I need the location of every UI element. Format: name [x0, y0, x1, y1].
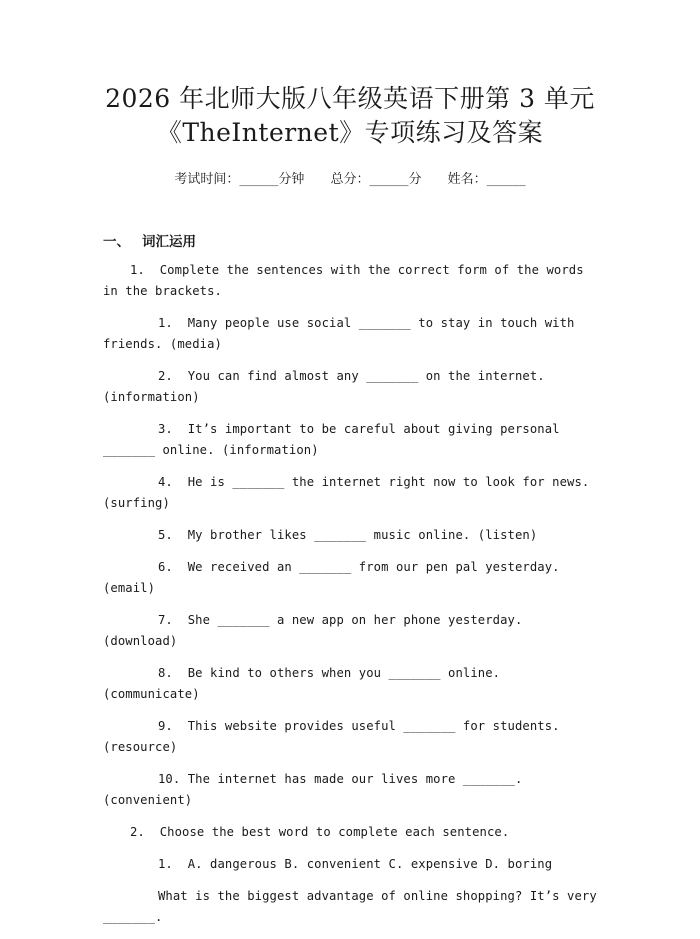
- section-heading: [103, 230, 196, 250]
- exam-meta: [0, 168, 700, 187]
- task-2-instruction: [103, 822, 603, 843]
- exam-time-field: 考试时间：______分钟: [174, 172, 305, 187]
- item-text: My brother likes _______ music online. (listen): [187, 528, 538, 542]
- item-number: 10.: [158, 772, 181, 786]
- task-number: 2.: [130, 825, 145, 839]
- list-item: [103, 472, 603, 514]
- task-instruction-text: Choose the best word to complete each sentence.: [159, 825, 510, 839]
- item-number: 7.: [158, 613, 173, 627]
- item-text: She _______ a new app on her phone yesterday. (download): [103, 613, 530, 648]
- list-item: [103, 366, 603, 408]
- item-number: 4.: [158, 475, 173, 489]
- choice-options: [103, 854, 603, 875]
- list-item: [103, 769, 603, 811]
- item-text: This website provides useful _______ for students. (resource): [103, 719, 568, 754]
- list-item: [103, 663, 603, 705]
- options-text: A. dangerous B. convenient C. expensive D. boring: [187, 857, 553, 871]
- item-number: 2.: [158, 369, 173, 383]
- item-text: You can find almost any _______ on the internet. (information): [103, 369, 553, 404]
- list-item: [103, 610, 603, 652]
- page-title-line-1: 2026 年北师大版八年级英语下册第 3 单元: [105, 84, 595, 113]
- list-item: [103, 313, 603, 355]
- item-number: 6.: [158, 560, 173, 574]
- item-number: 9.: [158, 719, 173, 733]
- item-number: 1.: [158, 857, 173, 871]
- item-text: The internet has made our lives more _______. (convenient): [103, 772, 530, 807]
- item-number: 5.: [158, 528, 173, 542]
- section-title: 词汇运用: [142, 234, 196, 250]
- exercise-content: [103, 260, 603, 939]
- name-field: 姓名：______: [447, 172, 526, 187]
- task-number: 1.: [130, 263, 145, 277]
- item-number: 1.: [158, 316, 173, 330]
- list-item: [103, 525, 603, 546]
- item-text: Be kind to others when you _______ online. (communicate): [103, 666, 508, 701]
- item-text: He is _______ the internet right now to look for news. (surfing): [103, 475, 597, 510]
- list-item: [103, 557, 603, 599]
- choice-question: What is the biggest advantage of online shopping? It’s very _______.: [103, 889, 605, 924]
- item-text: It’s important to be careful about giving personal _______ online. (information): [103, 422, 568, 457]
- total-score-field: 总分：______分: [330, 172, 422, 187]
- item-number: 8.: [158, 666, 173, 680]
- item-text: Many people use social _______ to stay in touch with friends. (media): [103, 316, 582, 351]
- list-item: [103, 716, 603, 758]
- item-number: 3.: [158, 422, 173, 436]
- section-number: 一、: [103, 234, 130, 250]
- list-item: [103, 419, 603, 461]
- page-title-line-2: 《TheInternet》专项练习及答案: [156, 118, 544, 147]
- task-instruction-text: Complete the sentences with the correct form of the words in the brackets.: [103, 263, 592, 298]
- task-1-instruction: [103, 260, 603, 302]
- item-text: We received an _______ from our pen pal yesterday. (email): [103, 560, 568, 595]
